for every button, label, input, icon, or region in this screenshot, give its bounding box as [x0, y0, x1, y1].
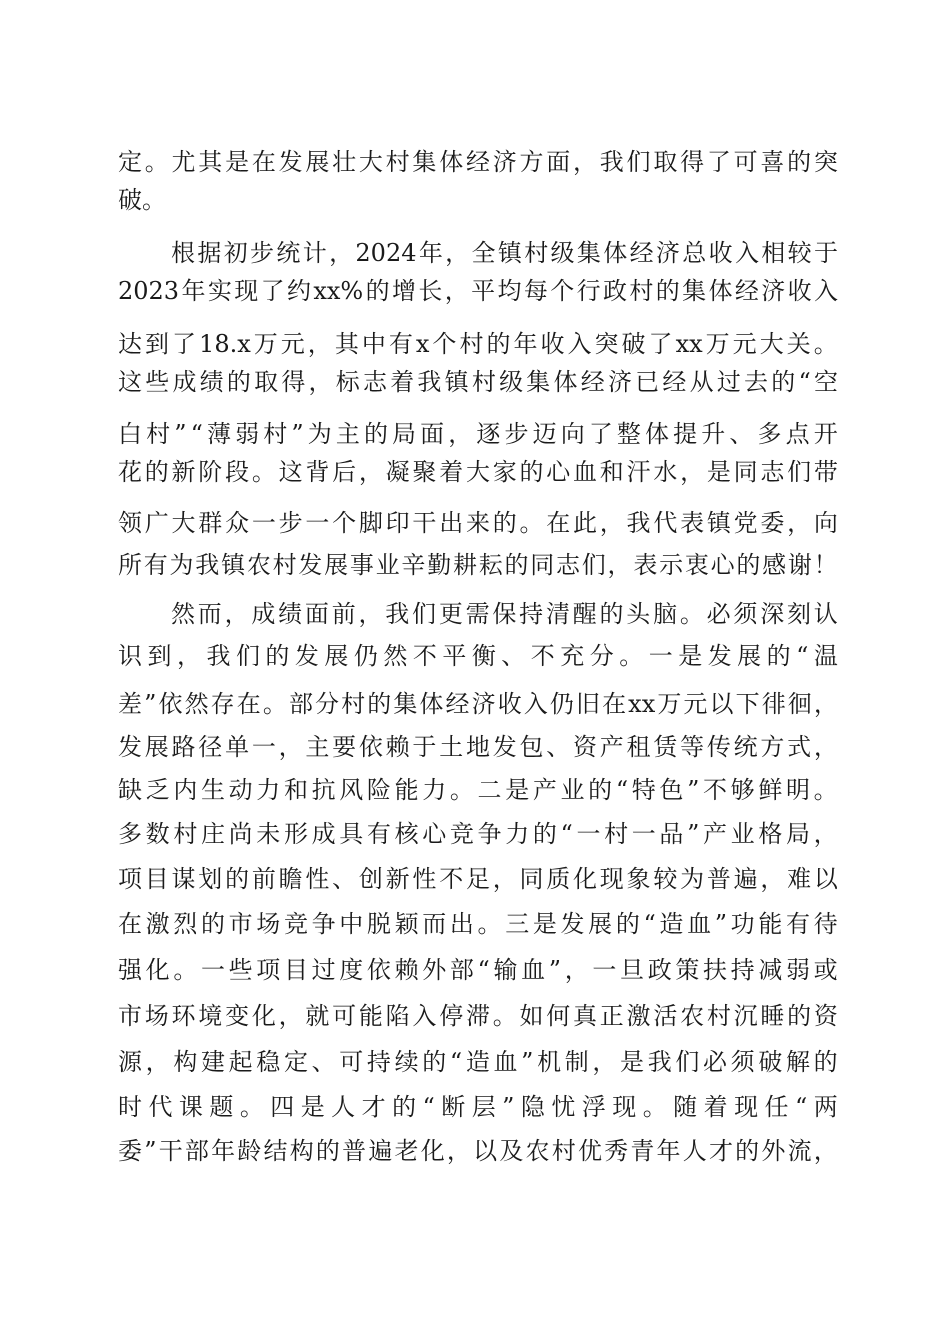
text-line-21: 源 ， 构 建 起 稳 定 、 可 持 续 的 “ 造 血 ” 机 制 ， 是 我 们 必 须 破 解 的: [118, 1048, 838, 1076]
text-line-14: 发 展 路 径 单 一 ， 主 要 依 赖 于 土 地 发 包 、 资 产 租 赁 等 传 统 方 式 ，: [118, 733, 838, 761]
text-line-5: 达 到 了 18.x 万 元 ， 其 中 有 x 个 村 的 年 收 入 突 破 了 xx 万 元 大 关 。: [118, 330, 838, 358]
text-line-23: 委 ” 干 部 年 龄 结 构 的 普 遍 老 化 ， 以 及 农 村 优 秀 青 年 人 才 的 外 流 ，: [118, 1137, 838, 1165]
text-line-7: 白 村 ” “ 薄 弱 村 ” 为 主 的 局 面 ， 逐 步 迈 向 了 整 体 提 升 、 多 点 开: [118, 420, 838, 448]
text-line-10: 所 有 为 我 镇 农 村 发 展 事 业 辛 勤 耕 耘 的 同 志 们 ， 表 示 衷 心 的 感 谢 ！: [118, 551, 838, 579]
text-line-4: 2023 年 实 现 了 约 xx% 的 增 长 ， 平 均 每 个 行 政 村 的 集 体 经 济 收 入: [118, 277, 838, 305]
text-line-22: 时 代 课 题 。 四 是 人 才 的 “ 断 层 ” 隐 忧 浮 现 。 随 着 现 任 “ 两: [118, 1093, 838, 1121]
text-line-2: 破。: [118, 186, 166, 214]
text-line-19: 强 化 。 一 些 项 目 过 度 依 赖 外 部 “ 输 血 ” ， 一 旦 政 策 扶 持 减 弱 或: [118, 956, 838, 984]
text-line-16: 多 数 村 庄 尚 未 形 成 具 有 核 心 竞 争 力 的 “ 一 村 一 品 ” 产 业 格 局 ，: [118, 820, 838, 848]
text-line-15: 缺 乏 内 生 动 力 和 抗 风 险 能 力 。 二 是 产 业 的 “ 特 色 ” 不 够 鲜 明 。: [118, 776, 838, 804]
text-line-8: 花 的 新 阶 段 。 这 背 后 ， 凝 聚 着 大 家 的 心 血 和 汗 水 ， 是 同 志 们 带: [118, 458, 838, 486]
text-line-13: 差 ” 依 然 存 在 。 部 分 村 的 集 体 经 济 收 入 仍 旧 在 xx 万 元 以 下 徘 徊 ，: [118, 690, 838, 718]
text-line-1: 定 。 尤 其 是 在 发 展 壮 大 村 集 体 经 济 方 面 ， 我 们 取 得 了 可 喜 的 突: [118, 148, 838, 176]
text-line-3: 根 据 初 步 统 计 ， 2024 年 ， 全 镇 村 级 集 体 经 济 总 收 入 相 较 于: [171, 239, 838, 267]
text-line-11: 然 而 ， 成 绩 面 前 ， 我 们 更 需 保 持 清 醒 的 头 脑 。 必 须 深 刻 认: [171, 600, 838, 628]
text-line-17: 项 目 谋 划 的 前 瞻 性 、 创 新 性 不 足 ， 同 质 化 现 象 较 为 普 遍 ， 难 以: [118, 865, 838, 893]
text-line-6: 这 些 成 绩 的 取 得 ， 标 志 着 我 镇 村 级 集 体 经 济 已 经 从 过 去 的 “ 空: [118, 368, 838, 396]
text-line-12: 识 到 ， 我 们 的 发 展 仍 然 不 平 衡 、 不 充 分 。 一 是 发 展 的 “ 温: [118, 642, 838, 670]
text-line-20: 市 场 环 境 变 化 ， 就 可 能 陷 入 停 滞 。 如 何 真 正 激 活 农 村 沉 睡 的 资: [118, 1002, 838, 1030]
text-line-9: 领 广 大 群 众 一 步 一 个 脚 印 干 出 来 的 。 在 此 ， 我 代 表 镇 党 委 ， 向: [118, 509, 838, 537]
text-line-18: 在 激 烈 的 市 场 竞 争 中 脱 颖 而 出 。 三 是 发 展 的 “ 造 血 ” 功 能 有 待: [118, 910, 838, 938]
